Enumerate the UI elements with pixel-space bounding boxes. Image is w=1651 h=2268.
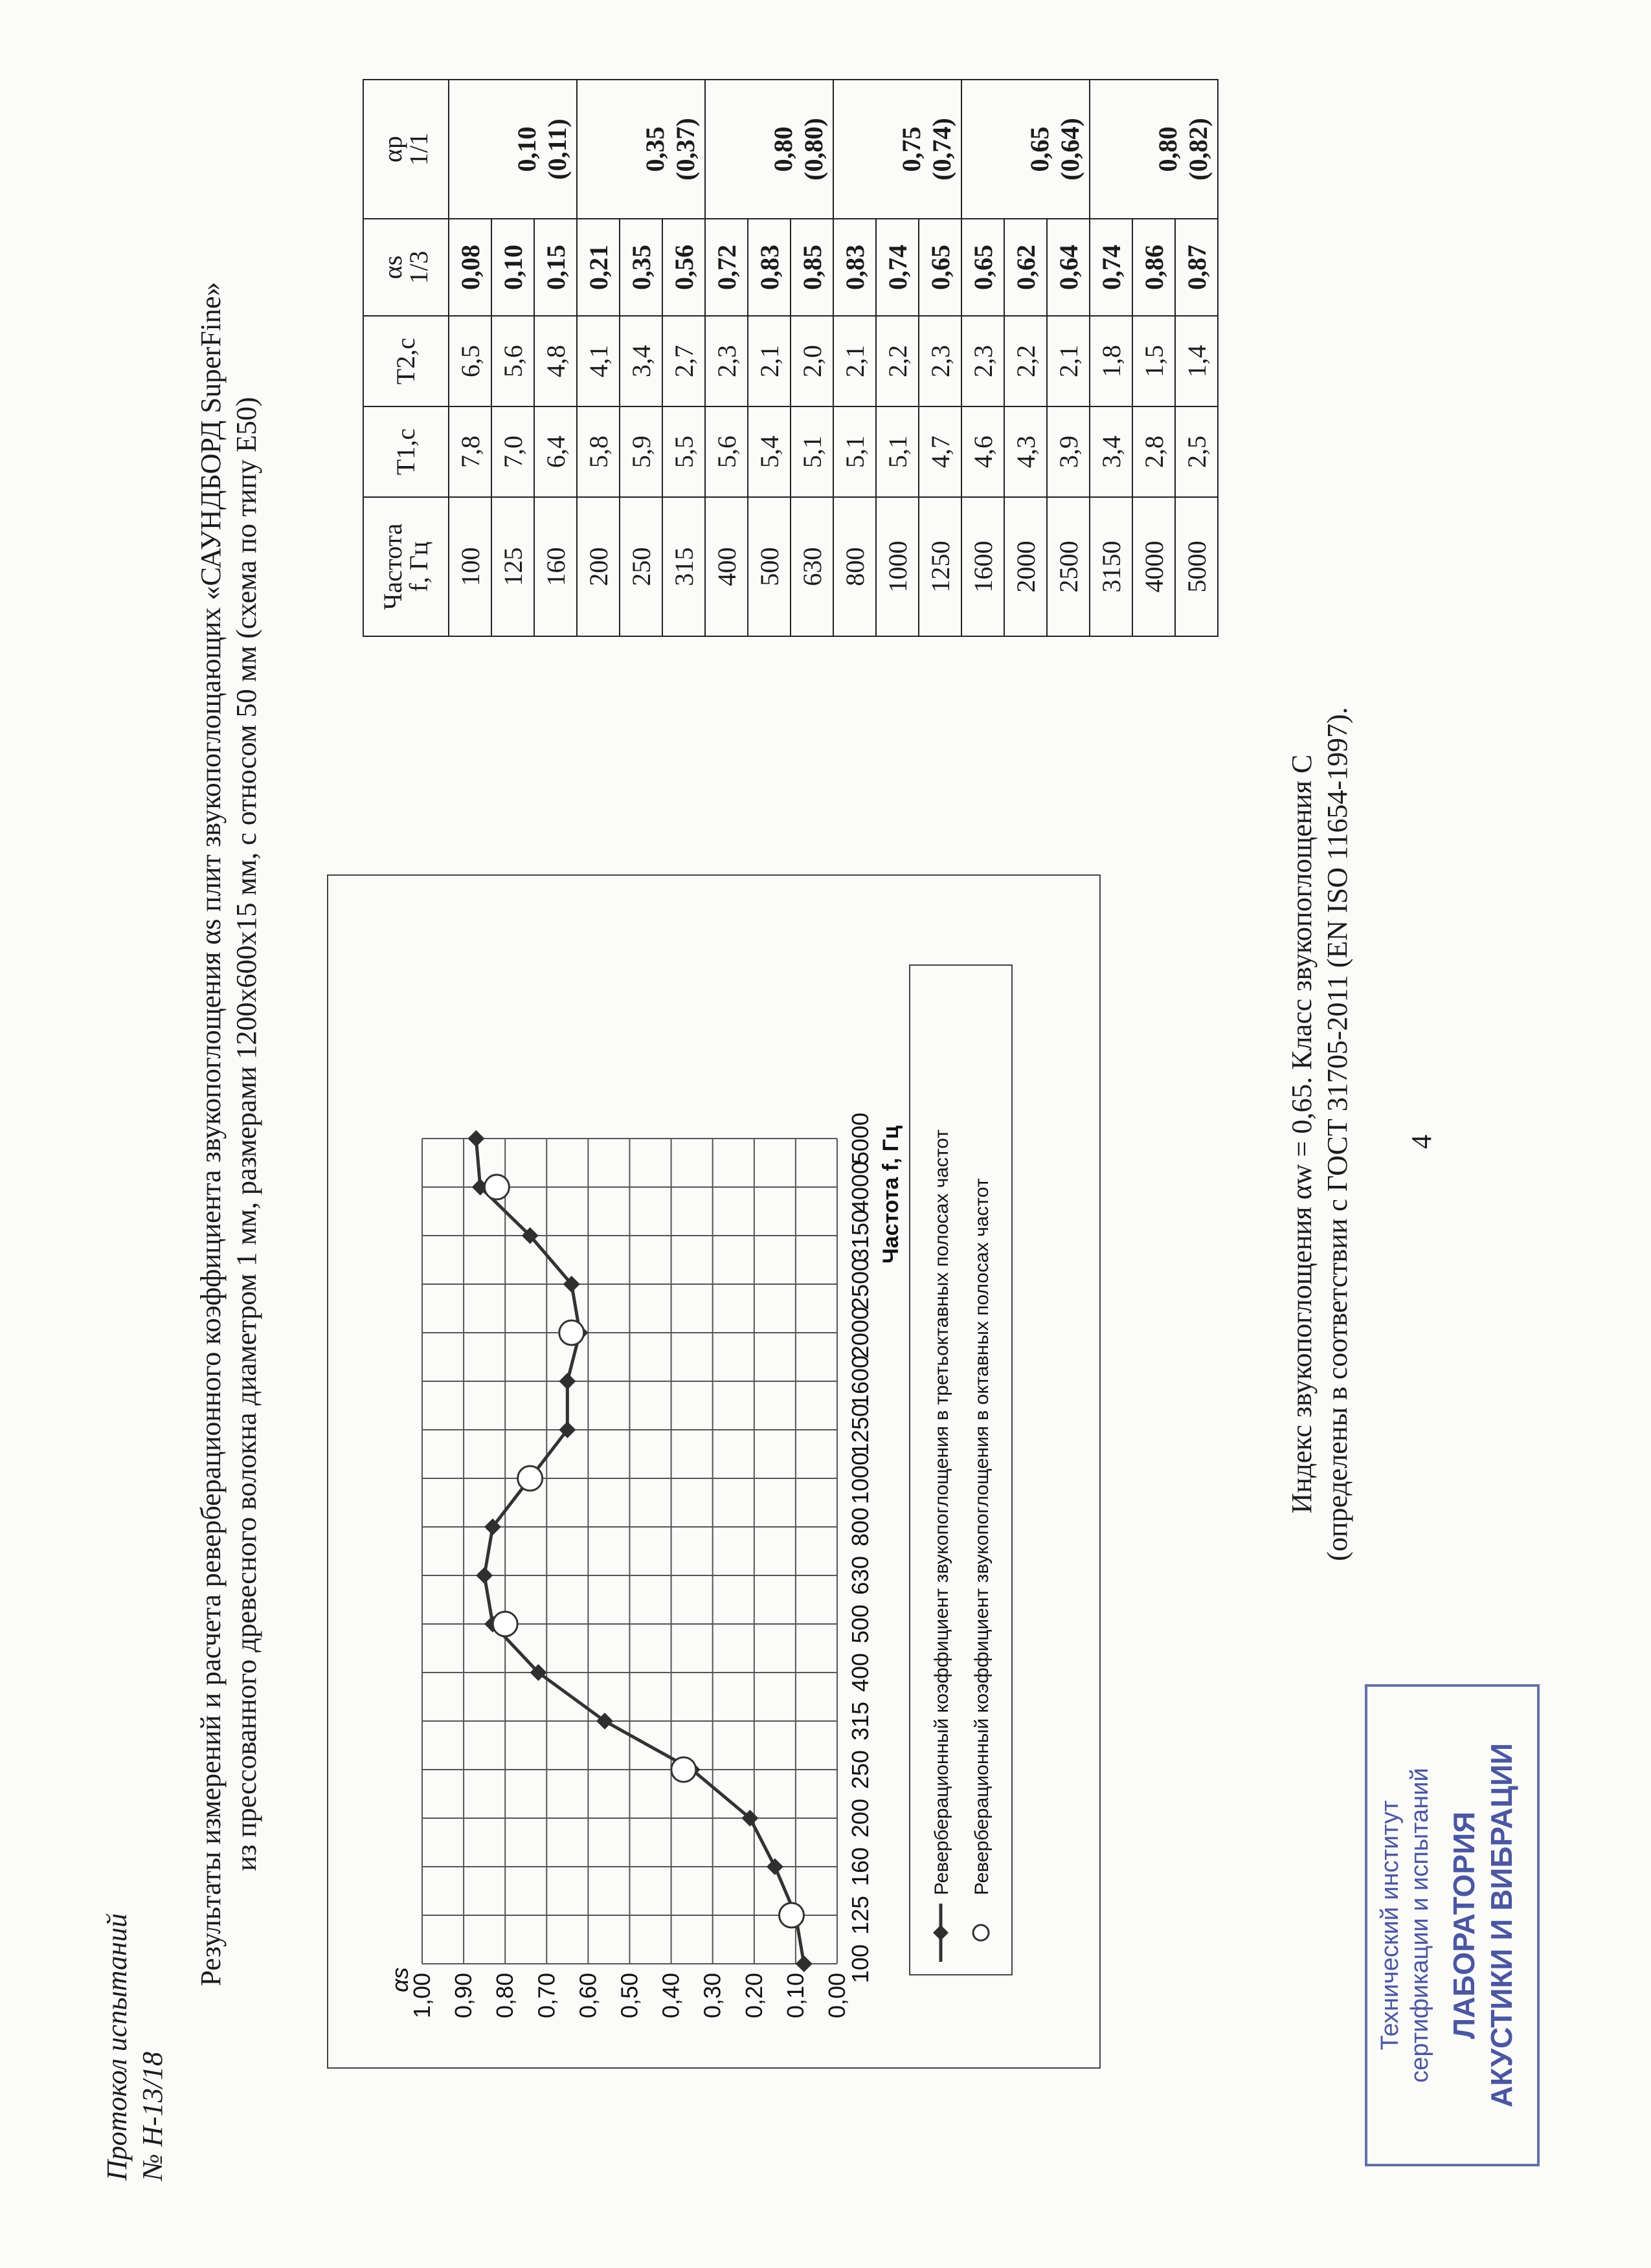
cell-t1: 3,9 bbox=[1047, 406, 1090, 497]
absorption-index: Индекс звукопоглощения αw = 0,65. Класс звукопоглощения С bbox=[1286, 754, 1318, 1514]
x-tick-label: 1250 bbox=[847, 1403, 873, 1456]
cell-t1: 5,4 bbox=[748, 406, 791, 497]
cell-t1: 4,6 bbox=[961, 406, 1004, 497]
page-number: 4 bbox=[1406, 1135, 1437, 1149]
y-tick-label: 1,00 bbox=[409, 1973, 435, 2019]
cell-alpha-p bbox=[1090, 80, 1218, 219]
protocol-number: № Н-13/18 bbox=[137, 2051, 168, 2181]
cell-t1: 4,7 bbox=[919, 406, 961, 497]
cell-t2: 4,1 bbox=[577, 316, 620, 406]
header-alpha-p-band: 1/1 bbox=[404, 132, 433, 166]
x-tick-label: 800 bbox=[847, 1507, 873, 1547]
cell-alpha-p bbox=[449, 80, 577, 219]
header-frequency-line2: f, Гц bbox=[404, 541, 433, 592]
cell-t1: 2,8 bbox=[1132, 406, 1175, 497]
cell-alpha-p bbox=[705, 80, 833, 219]
legend-label-octave: Реверберационный коэффициент звукопоглощения в октавных полосах частот bbox=[971, 1178, 993, 1895]
cell-frequency: 315 bbox=[662, 497, 705, 636]
table-row bbox=[1090, 80, 1132, 636]
cell-t1: 5,6 bbox=[705, 406, 748, 497]
table-row bbox=[705, 80, 748, 636]
x-tick-label: 5000 bbox=[847, 1112, 873, 1165]
cell-t1: 7,8 bbox=[449, 406, 491, 497]
protocol-label: Протокол испытаний bbox=[101, 1913, 133, 2181]
cell-t2: 2,1 bbox=[748, 316, 791, 406]
octave-point bbox=[559, 1320, 584, 1345]
cell-alpha-s: 0,74 bbox=[876, 219, 919, 316]
table-header-row bbox=[363, 80, 449, 636]
table-row bbox=[577, 80, 620, 636]
alpha-p-value: 0,80 bbox=[1153, 126, 1182, 172]
y-tick-label: 0,40 bbox=[657, 1973, 684, 2019]
octave-point bbox=[518, 1466, 543, 1491]
y-tick-label: 0,80 bbox=[491, 1973, 519, 2019]
y-tick-label: 0,20 bbox=[740, 1973, 767, 2019]
cell-t1: 5,1 bbox=[833, 406, 876, 497]
y-tick-label: 0,30 bbox=[699, 1973, 726, 2019]
x-tick-label: 200 bbox=[847, 1798, 873, 1838]
table-row bbox=[833, 80, 876, 636]
cell-alpha-s: 0,83 bbox=[833, 219, 876, 316]
alpha-p-computed: (0,37) bbox=[671, 118, 700, 181]
stamp-line3: ЛАБОРАТОРИЯ bbox=[1447, 1811, 1481, 2040]
octave-point bbox=[493, 1612, 517, 1636]
x-tick-label: 1000 bbox=[847, 1452, 873, 1505]
cell-frequency: 3150 bbox=[1090, 497, 1132, 636]
cell-t1: 6,4 bbox=[534, 406, 577, 497]
cell-frequency: 100 bbox=[449, 497, 491, 636]
third-octave-point bbox=[476, 1567, 493, 1584]
alpha-p-value: 0,10 bbox=[512, 126, 541, 172]
stamp-line1: Технический институт bbox=[1376, 1800, 1404, 2051]
cell-t2: 5,6 bbox=[491, 316, 534, 406]
cell-frequency: 1250 bbox=[919, 497, 961, 636]
cell-t1: 5,1 bbox=[876, 406, 919, 497]
cell-alpha-p bbox=[577, 80, 705, 219]
y-tick-label: 0,60 bbox=[574, 1973, 601, 2019]
cell-alpha-p bbox=[833, 80, 961, 219]
cell-t2: 1,5 bbox=[1132, 316, 1175, 406]
cell-alpha-p bbox=[961, 80, 1090, 219]
x-tick-label: 400 bbox=[847, 1652, 873, 1693]
cell-t2: 1,4 bbox=[1175, 316, 1218, 406]
cell-t1: 5,9 bbox=[620, 406, 662, 497]
cell-alpha-s: 0,64 bbox=[1047, 219, 1090, 316]
third-octave-point bbox=[796, 1955, 813, 1972]
x-tick-label: 2500 bbox=[847, 1258, 873, 1311]
absorption-chart bbox=[327, 874, 1101, 2069]
cell-t1: 4,3 bbox=[1004, 406, 1047, 497]
cell-frequency: 200 bbox=[577, 497, 620, 636]
cell-t2: 1,8 bbox=[1090, 316, 1132, 406]
header-t2: T2,c bbox=[363, 316, 449, 406]
cell-alpha-s: 0,86 bbox=[1132, 219, 1175, 316]
cell-alpha-s: 0,21 bbox=[577, 219, 620, 316]
x-tick-label: 2000 bbox=[847, 1306, 873, 1359]
header-alpha-p bbox=[363, 80, 449, 219]
cell-t1: 5,1 bbox=[791, 406, 833, 497]
third-octave-point bbox=[767, 1858, 783, 1875]
cell-alpha-s: 0,74 bbox=[1090, 219, 1132, 316]
cell-t1: 7,0 bbox=[491, 406, 534, 497]
header-alpha-s-symbol: αs bbox=[378, 255, 407, 280]
cell-frequency: 1600 bbox=[961, 497, 1004, 636]
x-tick-label: 630 bbox=[847, 1555, 873, 1595]
cell-t2: 2,3 bbox=[919, 316, 961, 406]
cell-frequency: 4000 bbox=[1132, 497, 1175, 636]
cell-t2: 2,1 bbox=[1047, 316, 1090, 406]
alpha-p-computed: (0,11) bbox=[543, 118, 572, 180]
cell-t2: 2,2 bbox=[876, 316, 919, 406]
alpha-p-value: 0,80 bbox=[769, 126, 798, 172]
x-tick-label: 250 bbox=[847, 1750, 873, 1790]
cell-t1: 5,5 bbox=[662, 406, 705, 497]
table-row bbox=[449, 80, 491, 636]
stamp-line2: сертификации и испытаний bbox=[1406, 1768, 1433, 2083]
alpha-p-value: 0,35 bbox=[640, 126, 669, 172]
table-row bbox=[961, 80, 1004, 636]
y-tick-label: 0,70 bbox=[533, 1973, 560, 2019]
alpha-p-value: 0,65 bbox=[1025, 126, 1054, 172]
header-frequency bbox=[363, 497, 449, 636]
x-tick-label: 3150 bbox=[847, 1209, 873, 1262]
octave-point bbox=[484, 1175, 509, 1199]
cell-frequency: 2000 bbox=[1004, 497, 1047, 636]
cell-alpha-s: 0,65 bbox=[919, 219, 961, 316]
report-title-line2: из прессованного древесного волокна диаметром 1 мм, размерами 1200x600x15 мм, с относом 50 мм (схема по типу Е50) bbox=[230, 397, 262, 1871]
header-alpha-p-symbol: αp bbox=[378, 136, 407, 162]
y-tick-label: 0,50 bbox=[616, 1973, 643, 2019]
header-alpha-s bbox=[363, 219, 449, 316]
cell-t2: 2,0 bbox=[791, 316, 833, 406]
x-tick-label: 1600 bbox=[847, 1355, 873, 1408]
x-tick-label: 4000 bbox=[847, 1161, 873, 1214]
cell-t2: 3,4 bbox=[620, 316, 662, 406]
laboratory-stamp bbox=[1365, 1684, 1540, 2166]
cell-t2: 2,3 bbox=[961, 316, 1004, 406]
stamp-line4: АКУСТИКИ И ВИБРАЦИИ bbox=[1485, 1743, 1518, 2107]
measurement-table bbox=[363, 79, 1219, 637]
cell-t2: 6,5 bbox=[449, 316, 491, 406]
cell-frequency: 160 bbox=[534, 497, 577, 636]
y-tick-label: 0,90 bbox=[450, 1973, 477, 2019]
cell-t2: 4,8 bbox=[534, 316, 577, 406]
cell-t2: 2,2 bbox=[1004, 316, 1047, 406]
cell-t2: 2,3 bbox=[705, 316, 748, 406]
cell-frequency: 800 bbox=[833, 497, 876, 636]
cell-alpha-s: 0,56 bbox=[662, 219, 705, 316]
legend-label-third-octave: Реверберационный коэффициент звукопоглощения в третьоктавных полосах частот bbox=[931, 1129, 952, 1895]
alpha-p-value: 0,75 bbox=[897, 126, 926, 172]
cell-t1: 2,5 bbox=[1175, 406, 1218, 497]
cell-alpha-s: 0,62 bbox=[1004, 219, 1047, 316]
legend-diamond-swatch bbox=[933, 1925, 949, 1940]
x-tick-label: 160 bbox=[847, 1847, 873, 1887]
cell-alpha-s: 0,10 bbox=[491, 219, 534, 316]
octave-point bbox=[671, 1757, 696, 1782]
cell-frequency: 250 bbox=[620, 497, 662, 636]
y-tick-label: 0,00 bbox=[824, 1973, 850, 2019]
alpha-p-computed: (0,64) bbox=[1055, 118, 1084, 181]
cell-alpha-s: 0,83 bbox=[748, 219, 791, 316]
cell-alpha-s: 0,35 bbox=[620, 219, 662, 316]
x-tick-label: 100 bbox=[847, 1944, 873, 1984]
octave-point bbox=[779, 1903, 803, 1928]
legend-box bbox=[910, 965, 1012, 1975]
cell-t1: 5,8 bbox=[577, 406, 620, 497]
report-title-line1: Результаты измерений и расчета реверберационного коэффициента звукопоглощения αs плит звукопоглощающих «САУНДБОРД SuperFine» bbox=[195, 282, 227, 1986]
third-octave-point bbox=[467, 1130, 484, 1147]
legend-circle-swatch bbox=[973, 1925, 989, 1940]
cell-frequency: 2500 bbox=[1047, 497, 1090, 636]
cell-frequency: 630 bbox=[791, 497, 833, 636]
x-tick-label: 500 bbox=[847, 1604, 873, 1644]
y-tick-label: 0,10 bbox=[781, 1973, 809, 2019]
cell-alpha-s: 0,15 bbox=[534, 219, 577, 316]
x-tick-label: 315 bbox=[847, 1701, 873, 1741]
alpha-p-computed: (0,74) bbox=[927, 118, 956, 181]
alpha-p-computed: (0,80) bbox=[799, 118, 828, 181]
cell-alpha-s: 0,08 bbox=[449, 219, 491, 316]
third-octave-point bbox=[559, 1373, 576, 1390]
header-alpha-s-band: 1/3 bbox=[404, 250, 433, 284]
cell-frequency: 125 bbox=[491, 497, 534, 636]
cell-alpha-s: 0,87 bbox=[1175, 219, 1218, 316]
cell-frequency: 500 bbox=[748, 497, 791, 636]
header-t1: T1,c bbox=[363, 406, 449, 497]
cell-t2: 2,7 bbox=[662, 316, 705, 406]
cell-t2: 2,1 bbox=[833, 316, 876, 406]
cell-alpha-s: 0,85 bbox=[791, 219, 833, 316]
y-axis-label: αs bbox=[387, 1967, 413, 1992]
alpha-p-computed: (0,82) bbox=[1184, 118, 1213, 181]
cell-t1: 3,4 bbox=[1090, 406, 1132, 497]
cell-frequency: 1000 bbox=[876, 497, 919, 636]
x-axis-label: Частота f, Гц bbox=[879, 1126, 903, 1264]
x-tick-label: 125 bbox=[847, 1895, 873, 1935]
cell-alpha-s: 0,65 bbox=[961, 219, 1004, 316]
gost-reference: (определены в соответствии с ГОСТ 31705-2011 (EN ISO 11654-1997). bbox=[1321, 707, 1353, 1561]
header-frequency-line1: Частота bbox=[378, 523, 407, 610]
cell-frequency: 5000 bbox=[1175, 497, 1218, 636]
cell-alpha-s: 0,72 bbox=[705, 219, 748, 316]
cell-frequency: 400 bbox=[705, 497, 748, 636]
